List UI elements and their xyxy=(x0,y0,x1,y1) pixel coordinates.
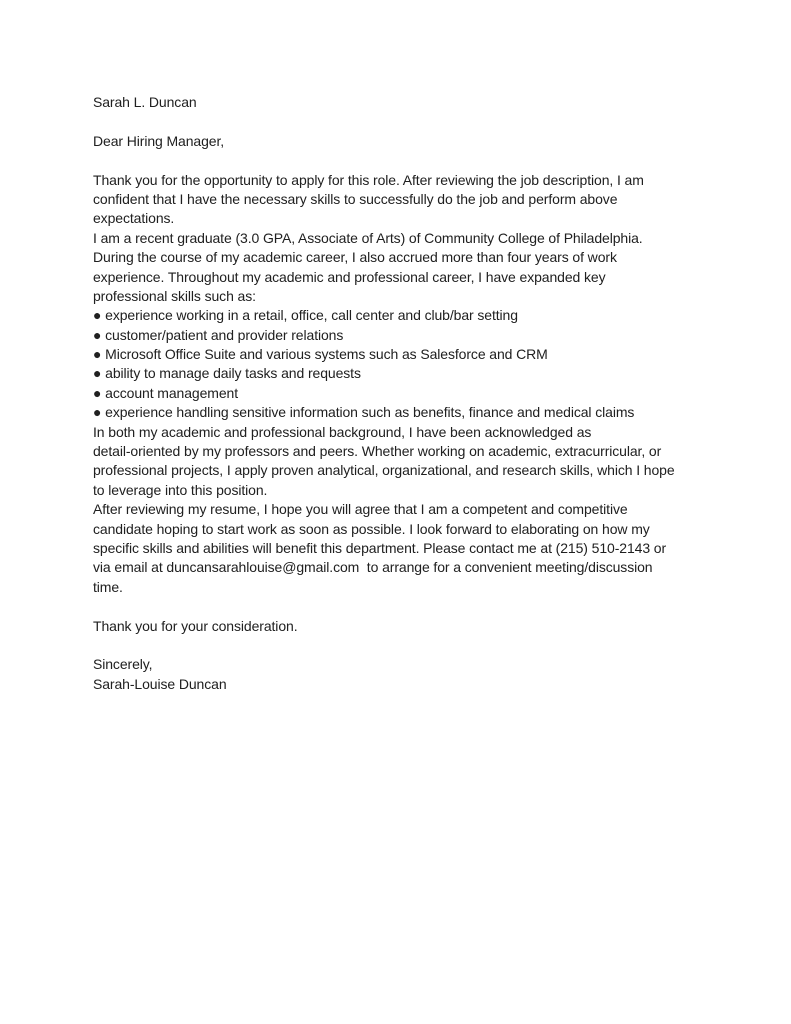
skills-bullet-list xyxy=(93,306,733,422)
signoff: Sincerely, xyxy=(93,656,153,673)
letter-line: Thank you for the opportunity to apply for this role. After reviewing the job description, I am xyxy=(93,171,644,188)
letter-line: During the course of my academic career, I also accrued more than four years of work xyxy=(93,249,617,266)
letter-line: ● experience working in a retail, office, call center and club/bar setting xyxy=(93,307,518,324)
letter-line: ● Microsoft Office Suite and various systems such as Salesforce and CRM xyxy=(93,346,548,363)
letter-line: candidate hoping to start work as soon as possible. I look forward to elaborating on how my xyxy=(93,520,650,537)
letter-line: ● customer/patient and provider relations xyxy=(93,326,344,343)
closing-paragraph xyxy=(93,500,733,597)
blank-line xyxy=(93,636,733,655)
sender-name: Sarah L. Duncan xyxy=(93,94,197,110)
thank-you-line: Thank you for your consideration. xyxy=(93,617,298,634)
letter-line: ● experience handling sensitive information such as benefits, finance and medical claims xyxy=(93,404,635,421)
letter-line: ● account management xyxy=(93,384,238,401)
letter-line: via email at duncansarahlouise@gmail.com to arrange for a convenient meeting/discussion xyxy=(93,559,653,576)
letter-line: detail-oriented by my professors and peers. Whether working on academic, extracurricular, or xyxy=(93,443,662,460)
letter-line: to leverage into this position. xyxy=(93,481,268,498)
letter-line: specific skills and abilities will benefit this department. Please contact me at (215) 510-2143 or xyxy=(93,539,667,556)
intro-paragraph xyxy=(93,171,733,307)
letter-line: professional projects, I apply proven analytical, organizational, and research skills, which I hope xyxy=(93,462,675,479)
letter-line: ● ability to manage daily tasks and requests xyxy=(93,365,361,382)
letter-line: After reviewing my resume, I hope you will agree that I am a competent and competitive xyxy=(93,501,628,518)
blank-line xyxy=(93,112,733,131)
letter-line: I am a recent graduate (3.0 GPA, Associate of Arts) of Community College of Philadelphia. xyxy=(93,229,643,246)
background-paragraph xyxy=(93,423,733,501)
letter-line: time. xyxy=(93,578,123,595)
cover-letter xyxy=(93,93,733,694)
letter-line: expectations. xyxy=(93,210,175,227)
letter-line: In both my academic and professional background, I have been acknowledged as xyxy=(93,423,592,440)
signature-name: Sarah-Louise Duncan xyxy=(93,675,227,692)
letter-line: confident that I have the necessary skills to successfully do the job and perform above xyxy=(93,190,618,207)
letter-line: experience. Throughout my academic and professional career, I have expanded key xyxy=(93,268,606,285)
blank-line xyxy=(93,151,733,170)
letter-line: professional skills such as: xyxy=(93,287,256,304)
salutation: Dear Hiring Manager, xyxy=(93,132,225,149)
blank-line xyxy=(93,597,733,616)
